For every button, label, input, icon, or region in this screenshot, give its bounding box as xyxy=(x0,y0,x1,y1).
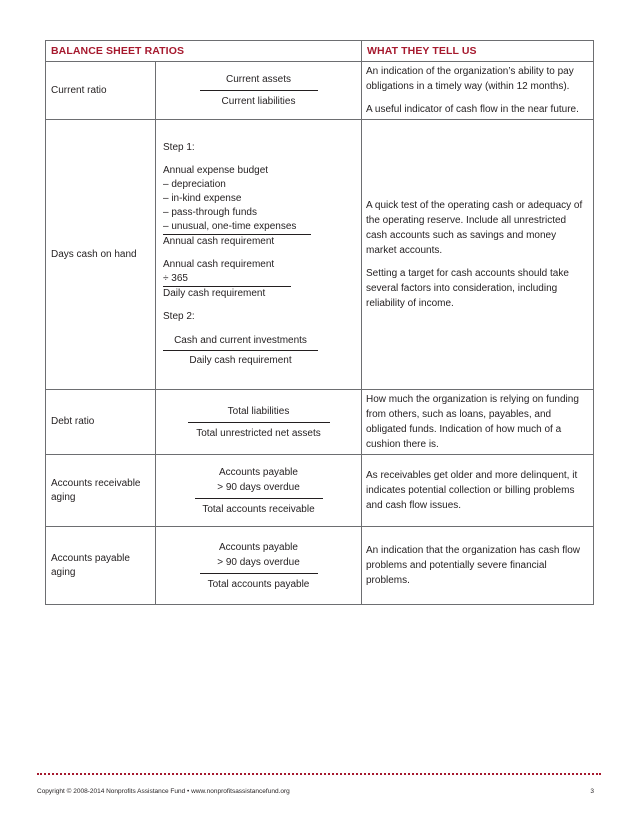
calc-line: Annual cash requirement xyxy=(163,259,275,270)
header-what-they-tell-us: WHAT THEY TELL US xyxy=(362,41,594,62)
numerator: Total liabilities xyxy=(227,405,290,417)
denominator: Total accounts payable xyxy=(207,578,310,590)
table-row xyxy=(46,62,594,120)
description-paragraph: How much the organization is relying on funding from others, such as loans, payables, and obligated funds. Indication of how much of a cushion there is. xyxy=(366,394,579,450)
step-label: Step 1: xyxy=(163,142,195,153)
calc-line: – depreciation xyxy=(163,179,226,190)
ratio-formula xyxy=(156,62,362,120)
ratio-formula xyxy=(156,527,362,605)
ratio-name: Accounts receivable aging xyxy=(46,455,156,527)
fraction-bar xyxy=(200,573,318,574)
numerator: Current assets xyxy=(225,74,292,85)
table-header-row xyxy=(46,41,594,62)
table-row xyxy=(46,455,594,527)
ratio-description xyxy=(362,62,594,120)
ratio-description xyxy=(362,120,594,390)
fraction xyxy=(157,72,360,109)
calc-line: Annual cash requirement xyxy=(163,236,275,247)
description-paragraph: An indication of the organization’s ability to pay obligations in a timely way (within 12 months). xyxy=(366,66,574,92)
denominator: Total unrestricted net assets xyxy=(196,427,321,439)
ratio-name: Accounts payable aging xyxy=(46,527,156,605)
description-paragraph: As receivables get older and more delinquent, it indicates potential collection or billing problems and cash flow issues. xyxy=(366,470,578,511)
balance-sheet-ratios-table xyxy=(45,40,594,605)
fraction-bar xyxy=(200,90,318,91)
denominator: Total accounts receivable xyxy=(202,503,315,515)
denominator: Current liabilities xyxy=(221,96,296,107)
ratio-name: Current ratio xyxy=(46,62,156,120)
denominator: Daily cash requirement xyxy=(189,355,292,366)
page-number: 3 xyxy=(590,788,594,795)
daily-cash-calc xyxy=(163,258,360,301)
fraction xyxy=(157,404,360,441)
description-paragraph: Setting a target for cash accounts should take several factors into consideration, including reliability of income. xyxy=(366,268,569,309)
numerator: Accounts payable xyxy=(219,541,298,553)
ratio-formula xyxy=(156,455,362,527)
calc-line: – unusual, one-time expenses xyxy=(163,220,311,235)
table-row xyxy=(46,120,594,390)
ratio-formula xyxy=(156,390,362,455)
annual-cash-calc xyxy=(163,164,360,249)
ratio-description xyxy=(362,390,594,455)
fraction-bar xyxy=(195,498,323,499)
numerator: Accounts payable xyxy=(219,466,298,478)
fraction xyxy=(163,333,318,368)
ratio-description xyxy=(362,527,594,605)
numerator: > 90 days overdue xyxy=(217,481,300,493)
footer-copyright: Copyright © 2008-2014 Nonprofits Assistance Fund • www.nonprofitsassistancefund.org xyxy=(37,788,290,795)
header-balance-sheet-ratios: BALANCE SHEET RATIOS xyxy=(46,41,362,62)
days-cash-steps xyxy=(162,141,360,368)
ratio-name: Debt ratio xyxy=(46,390,156,455)
calc-line: Annual expense budget xyxy=(163,165,269,176)
fraction-bar xyxy=(163,350,318,351)
calc-line: Daily cash requirement xyxy=(163,288,266,299)
ratio-formula xyxy=(156,120,362,390)
description-paragraph: A useful indicator of cash flow in the near future. xyxy=(366,104,579,115)
calc-line: – in-kind expense xyxy=(163,193,242,204)
calc-line: ÷ 365 xyxy=(163,272,291,287)
numerator: Cash and current investments xyxy=(174,335,307,346)
calc-line: – pass-through funds xyxy=(163,207,257,218)
table-row xyxy=(46,527,594,605)
footer-divider xyxy=(37,773,601,775)
numerator: > 90 days overdue xyxy=(217,556,300,568)
ratio-description xyxy=(362,455,594,527)
description-paragraph: An indication that the organization has cash flow problems and potentially severe financial problems. xyxy=(366,545,581,586)
fraction xyxy=(157,465,360,517)
table-row xyxy=(46,390,594,455)
fraction xyxy=(157,540,360,592)
fraction-bar xyxy=(188,422,330,423)
ratio-name: Days cash on hand xyxy=(46,120,156,390)
step-label: Step 2: xyxy=(163,311,195,322)
description-paragraph: A quick test of the operating cash or adequacy of the operating reserve. Include all unrestricted cash accounts such as savings and money market accounts. xyxy=(366,200,583,256)
